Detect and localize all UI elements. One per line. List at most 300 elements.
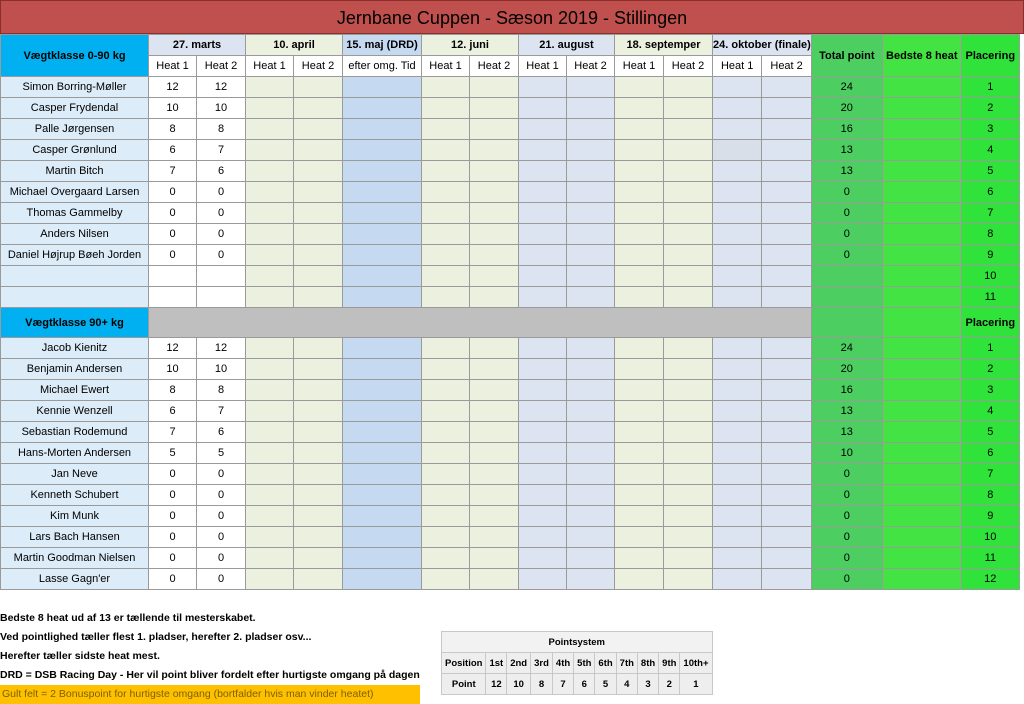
- heat-header: Heat 2: [294, 56, 343, 77]
- score-cell: 7: [197, 140, 246, 161]
- total-cell: 0: [811, 485, 882, 506]
- score-cell: [762, 203, 811, 224]
- score-cell: [615, 203, 664, 224]
- table-row: [1, 485, 1020, 506]
- score-cell: [519, 161, 567, 182]
- notes: [0, 609, 430, 704]
- score-cell: [664, 119, 713, 140]
- score-cell: 5: [197, 443, 246, 464]
- score-cell: 12: [149, 338, 197, 359]
- score-cell: [519, 287, 567, 308]
- score-cell: [664, 77, 713, 98]
- note-line: Herefter tæller sidste heat mest.: [0, 650, 160, 662]
- score-cell: 0: [149, 245, 197, 266]
- total-cell: 0: [811, 464, 882, 485]
- score-cell: 7: [149, 422, 197, 443]
- total-cell: 20: [811, 359, 882, 380]
- pointsystem-table: [441, 631, 713, 695]
- score-cell: [294, 401, 343, 422]
- score-cell: 0: [197, 464, 246, 485]
- score-cell: [422, 98, 470, 119]
- score-cell: [713, 527, 762, 548]
- separator-bar: [149, 308, 812, 338]
- score-cell: 0: [149, 548, 197, 569]
- heat-header: Heat 1: [519, 56, 567, 77]
- heat-header: efter omg. Tid: [343, 56, 422, 77]
- score-cell: [664, 287, 713, 308]
- score-cell: [422, 338, 470, 359]
- score-cell: [294, 140, 343, 161]
- score-cell: [149, 266, 197, 287]
- score-cell: [762, 119, 811, 140]
- score-cell: [713, 443, 762, 464]
- score-cell: 10: [197, 359, 246, 380]
- placement-cell: 11: [961, 548, 1019, 569]
- score-cell: [343, 464, 422, 485]
- score-cell: [197, 287, 246, 308]
- score-cell: [567, 119, 615, 140]
- score-cell: [762, 77, 811, 98]
- placement-cell: 9: [961, 245, 1019, 266]
- score-cell: 6: [197, 161, 246, 182]
- score-cell: [615, 443, 664, 464]
- best8-cell: [882, 98, 961, 119]
- score-cell: [422, 359, 470, 380]
- score-cell: [294, 569, 343, 590]
- table-row: [1, 527, 1020, 548]
- score-cell: [664, 245, 713, 266]
- score-cell: [422, 119, 470, 140]
- score-cell: [294, 224, 343, 245]
- best8-cell: [882, 527, 961, 548]
- score-cell: [519, 119, 567, 140]
- score-cell: [470, 182, 519, 203]
- placement-cell: 5: [961, 422, 1019, 443]
- best8-cell: [882, 380, 961, 401]
- score-cell: [713, 161, 762, 182]
- score-cell: [762, 506, 811, 527]
- score-cell: [615, 287, 664, 308]
- score-cell: [246, 161, 294, 182]
- score-cell: 8: [149, 119, 197, 140]
- point-cell: 1: [680, 674, 712, 695]
- placement-cell: 1: [961, 77, 1019, 98]
- score-cell: [713, 380, 762, 401]
- placement-cell: 8: [961, 224, 1019, 245]
- score-cell: [246, 245, 294, 266]
- score-cell: [519, 443, 567, 464]
- score-cell: [470, 98, 519, 119]
- score-cell: [664, 506, 713, 527]
- position-cell: 2nd: [507, 653, 531, 674]
- table-row: [1, 464, 1020, 485]
- score-cell: 0: [197, 527, 246, 548]
- point-cell: 12: [486, 674, 507, 695]
- score-cell: [762, 140, 811, 161]
- score-cell: [246, 443, 294, 464]
- score-cell: [664, 266, 713, 287]
- placement-cell: 12: [961, 569, 1019, 590]
- score-cell: [422, 140, 470, 161]
- score-cell: [762, 338, 811, 359]
- score-cell: [246, 287, 294, 308]
- score-cell: [422, 548, 470, 569]
- score-cell: [519, 77, 567, 98]
- score-cell: [664, 527, 713, 548]
- score-cell: [664, 569, 713, 590]
- score-cell: [343, 359, 422, 380]
- score-cell: 0: [197, 485, 246, 506]
- score-cell: [567, 224, 615, 245]
- player-name: Kim Munk: [1, 506, 149, 527]
- score-cell: 0: [149, 485, 197, 506]
- score-cell: [519, 338, 567, 359]
- score-cell: [294, 338, 343, 359]
- score-cell: [246, 485, 294, 506]
- score-cell: [422, 203, 470, 224]
- score-cell: [470, 119, 519, 140]
- score-cell: [294, 161, 343, 182]
- score-cell: [519, 422, 567, 443]
- total-cell: 16: [811, 380, 882, 401]
- total-cell: [811, 308, 882, 338]
- score-cell: [567, 548, 615, 569]
- score-cell: [762, 464, 811, 485]
- placement-header: Placering: [961, 35, 1019, 77]
- note-line: Bedste 8 heat ud af 13 er tællende til mesterskabet.: [0, 612, 256, 624]
- score-cell: [470, 338, 519, 359]
- position-cell: 6th: [595, 653, 616, 674]
- point-cell: 5: [595, 674, 616, 695]
- note-line-highlight: Gult felt = 2 Bonuspoint for hurtigste omgang (bortfalder hvis man vinder heatet): [0, 685, 420, 704]
- score-cell: [246, 338, 294, 359]
- heat-header: Heat 2: [664, 56, 713, 77]
- player-name: Lasse Gagn'er: [1, 569, 149, 590]
- score-cell: 8: [197, 380, 246, 401]
- player-name: Benjamin Andersen: [1, 359, 149, 380]
- score-cell: [762, 245, 811, 266]
- score-cell: 10: [149, 359, 197, 380]
- position-label: Position: [442, 653, 486, 674]
- score-cell: [713, 77, 762, 98]
- score-cell: [713, 506, 762, 527]
- score-cell: 12: [149, 77, 197, 98]
- score-cell: [422, 464, 470, 485]
- score-cell: 0: [149, 506, 197, 527]
- position-cell: 8th: [637, 653, 658, 674]
- score-cell: [294, 422, 343, 443]
- score-cell: [294, 119, 343, 140]
- score-cell: [567, 380, 615, 401]
- total-cell: 13: [811, 422, 882, 443]
- score-cell: [470, 464, 519, 485]
- best8-cell: [882, 245, 961, 266]
- score-cell: [422, 401, 470, 422]
- score-cell: [294, 182, 343, 203]
- table-row: [1, 161, 1020, 182]
- score-cell: [713, 245, 762, 266]
- score-cell: [664, 224, 713, 245]
- score-cell: [567, 338, 615, 359]
- heat-header: Heat 2: [762, 56, 811, 77]
- score-cell: [343, 485, 422, 506]
- score-cell: [567, 245, 615, 266]
- score-cell: [713, 119, 762, 140]
- total-cell: 16: [811, 119, 882, 140]
- score-cell: [343, 245, 422, 266]
- score-cell: [567, 506, 615, 527]
- position-cell: 4th: [552, 653, 573, 674]
- heat-header: Heat 1: [422, 56, 470, 77]
- best8-cell: [882, 443, 961, 464]
- point-cell: 2: [659, 674, 680, 695]
- table-row: [1, 245, 1020, 266]
- point-cell: 10: [507, 674, 531, 695]
- score-cell: [422, 245, 470, 266]
- score-cell: [713, 464, 762, 485]
- player-name: Michael Ewert: [1, 380, 149, 401]
- score-cell: [713, 98, 762, 119]
- player-name: Casper Frydendal: [1, 98, 149, 119]
- score-cell: [246, 380, 294, 401]
- score-cell: [664, 359, 713, 380]
- score-cell: [567, 422, 615, 443]
- score-cell: [294, 443, 343, 464]
- player-name: Casper Grønlund: [1, 140, 149, 161]
- score-cell: 8: [149, 380, 197, 401]
- total-cell: 20: [811, 98, 882, 119]
- score-cell: [762, 569, 811, 590]
- best8-cell: [882, 359, 961, 380]
- score-cell: [713, 422, 762, 443]
- total-cell: 13: [811, 161, 882, 182]
- score-cell: [422, 485, 470, 506]
- best8-cell: [882, 119, 961, 140]
- heat-header: Heat 2: [197, 56, 246, 77]
- score-cell: [713, 485, 762, 506]
- score-cell: [567, 485, 615, 506]
- total-header: Total point: [811, 35, 882, 77]
- score-cell: [343, 287, 422, 308]
- score-cell: [762, 359, 811, 380]
- score-cell: [762, 443, 811, 464]
- score-cell: [294, 548, 343, 569]
- table-row: [1, 140, 1020, 161]
- score-cell: [519, 464, 567, 485]
- score-cell: [519, 266, 567, 287]
- score-cell: [470, 527, 519, 548]
- score-cell: [343, 422, 422, 443]
- total-cell: 10: [811, 443, 882, 464]
- score-cell: [519, 203, 567, 224]
- score-cell: [470, 287, 519, 308]
- heat-header: Heat 2: [470, 56, 519, 77]
- heat-header: Heat 2: [567, 56, 615, 77]
- score-cell: [470, 569, 519, 590]
- score-cell: [519, 485, 567, 506]
- score-cell: [246, 569, 294, 590]
- point-cell: 7: [552, 674, 573, 695]
- score-cell: [343, 401, 422, 422]
- score-cell: [470, 266, 519, 287]
- player-name: Lars Bach Hansen: [1, 527, 149, 548]
- table-row: [1, 266, 1020, 287]
- score-cell: [246, 266, 294, 287]
- score-cell: [762, 161, 811, 182]
- score-cell: 0: [197, 182, 246, 203]
- player-name: Kenneth Schubert: [1, 485, 149, 506]
- player-name: Anders Nilsen: [1, 224, 149, 245]
- placement-cell: 2: [961, 98, 1019, 119]
- score-cell: [422, 443, 470, 464]
- placement-cell: 7: [961, 203, 1019, 224]
- score-cell: [470, 359, 519, 380]
- score-cell: [615, 422, 664, 443]
- player-name: Hans-Morten Andersen: [1, 443, 149, 464]
- total-cell: 0: [811, 506, 882, 527]
- score-cell: [615, 359, 664, 380]
- table-row: [1, 338, 1020, 359]
- score-cell: [567, 98, 615, 119]
- heat-header: Heat 1: [713, 56, 762, 77]
- score-cell: [519, 401, 567, 422]
- score-cell: 0: [149, 569, 197, 590]
- position-cell: 1st: [486, 653, 507, 674]
- score-cell: 0: [197, 203, 246, 224]
- placement-cell: 6: [961, 443, 1019, 464]
- class2-label: Vægtklasse 90+ kg: [1, 308, 149, 338]
- class2-header-row: [1, 308, 1020, 338]
- score-cell: [294, 287, 343, 308]
- position-cell: 7th: [616, 653, 637, 674]
- placement-cell: 6: [961, 182, 1019, 203]
- score-cell: 0: [149, 464, 197, 485]
- score-cell: [470, 77, 519, 98]
- score-cell: [470, 161, 519, 182]
- best8-cell: [882, 464, 961, 485]
- score-cell: [615, 161, 664, 182]
- player-name: Jan Neve: [1, 464, 149, 485]
- score-cell: [246, 119, 294, 140]
- table-row: [1, 359, 1020, 380]
- score-cell: [567, 140, 615, 161]
- position-cell: 3rd: [531, 653, 553, 674]
- score-cell: [343, 338, 422, 359]
- point-cell: 8: [531, 674, 553, 695]
- score-cell: [615, 140, 664, 161]
- score-cell: [422, 182, 470, 203]
- score-cell: [615, 224, 664, 245]
- score-cell: [519, 548, 567, 569]
- score-cell: [294, 245, 343, 266]
- score-cell: [246, 77, 294, 98]
- score-cell: [343, 98, 422, 119]
- total-cell: 24: [811, 77, 882, 98]
- score-cell: [470, 485, 519, 506]
- score-cell: 7: [149, 161, 197, 182]
- score-cell: [519, 527, 567, 548]
- score-cell: [343, 140, 422, 161]
- player-name: Michael Overgaard Larsen: [1, 182, 149, 203]
- date-header: 15. maj (DRD): [343, 35, 422, 56]
- score-cell: [343, 224, 422, 245]
- score-cell: [422, 422, 470, 443]
- score-cell: 0: [149, 224, 197, 245]
- score-cell: [422, 569, 470, 590]
- score-cell: [422, 266, 470, 287]
- player-name: Jacob Kienitz: [1, 338, 149, 359]
- score-cell: [567, 203, 615, 224]
- placement-cell: 3: [961, 119, 1019, 140]
- score-cell: [470, 422, 519, 443]
- score-cell: 6: [149, 140, 197, 161]
- score-cell: [343, 119, 422, 140]
- score-cell: [294, 380, 343, 401]
- score-cell: [470, 203, 519, 224]
- score-cell: [246, 224, 294, 245]
- score-cell: [615, 182, 664, 203]
- score-cell: 5: [149, 443, 197, 464]
- score-cell: [519, 380, 567, 401]
- score-cell: [615, 266, 664, 287]
- score-cell: [294, 98, 343, 119]
- best8-cell: [882, 182, 961, 203]
- score-cell: [519, 245, 567, 266]
- best8-cell: [882, 338, 961, 359]
- table-row: [1, 77, 1020, 98]
- score-cell: [567, 443, 615, 464]
- score-cell: [422, 224, 470, 245]
- score-cell: [615, 485, 664, 506]
- player-name: [1, 266, 149, 287]
- score-cell: 0: [197, 224, 246, 245]
- best8-cell: [882, 140, 961, 161]
- score-cell: [294, 203, 343, 224]
- best8-cell: [882, 569, 961, 590]
- placement-cell: 2: [961, 359, 1019, 380]
- point-cell: 3: [637, 674, 658, 695]
- score-cell: 6: [149, 401, 197, 422]
- placement-cell: 10: [961, 266, 1019, 287]
- heat-header: Heat 1: [615, 56, 664, 77]
- score-cell: [519, 98, 567, 119]
- pointsystem-title: Pointsystem: [442, 632, 713, 653]
- score-cell: [762, 422, 811, 443]
- table-row: [1, 380, 1020, 401]
- score-cell: 0: [197, 506, 246, 527]
- position-cell: 5th: [574, 653, 595, 674]
- score-cell: [343, 527, 422, 548]
- best8-cell: [882, 506, 961, 527]
- score-cell: [762, 182, 811, 203]
- total-cell: 0: [811, 245, 882, 266]
- table-row: [1, 98, 1020, 119]
- date-header: 27. marts: [149, 35, 246, 56]
- score-cell: [713, 224, 762, 245]
- score-cell: [294, 506, 343, 527]
- placement-cell: 9: [961, 506, 1019, 527]
- score-cell: [664, 464, 713, 485]
- player-name: Sebastian Rodemund: [1, 422, 149, 443]
- score-cell: [246, 527, 294, 548]
- score-cell: 8: [197, 119, 246, 140]
- table-row: [1, 287, 1020, 308]
- score-cell: [294, 464, 343, 485]
- player-name: [1, 287, 149, 308]
- score-cell: [664, 380, 713, 401]
- score-cell: 0: [197, 245, 246, 266]
- total-cell: 0: [811, 224, 882, 245]
